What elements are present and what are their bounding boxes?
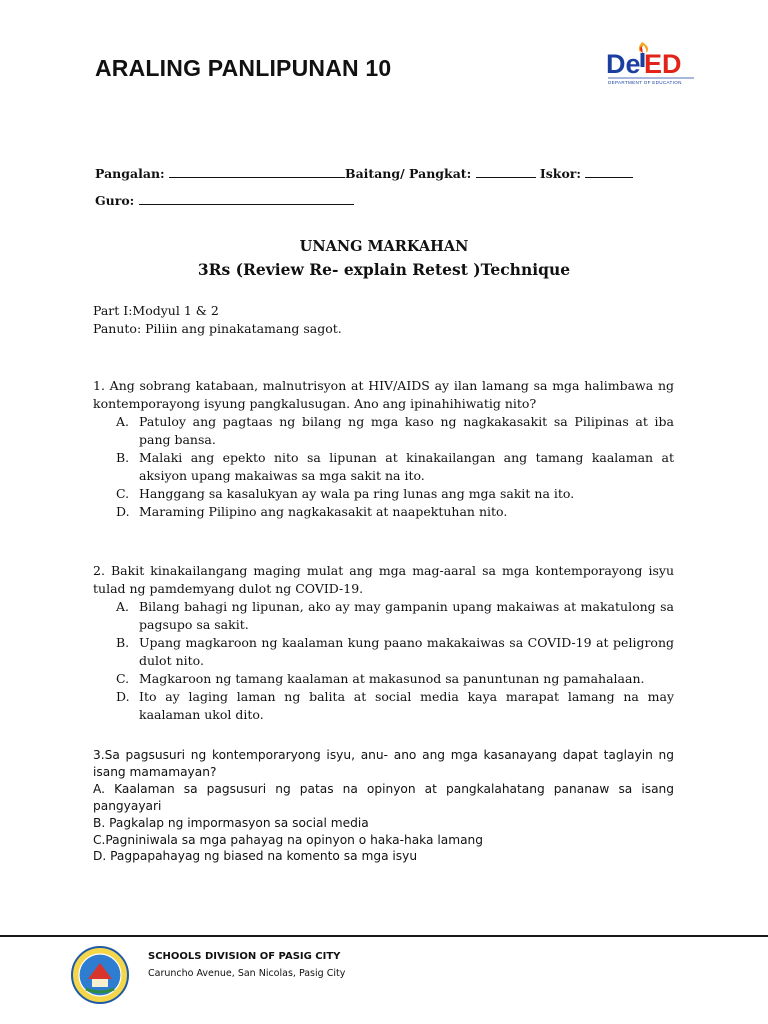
footer-address: Caruncho Avenue, San Nicolas, Pasig City xyxy=(148,968,346,979)
question-1-option-b[interactable] xyxy=(116,449,674,485)
question-2-option-d[interactable] xyxy=(116,688,674,724)
grade-label: Baitang/ Pangkat: xyxy=(345,166,472,181)
question-1-option-d[interactable] xyxy=(116,503,674,521)
footer-divider xyxy=(0,935,768,937)
name-label: Pangalan: xyxy=(95,166,165,181)
option-text: Upang magkaroon ng kaalaman kung paano makakaiwas sa COVID-19 at peligrong dulot nito. xyxy=(139,635,674,668)
svg-text:De: De xyxy=(606,49,641,79)
question-3-option-c[interactable]: C.Pagniniwala sa mga pahayag na opinyon o haka-haka lamang xyxy=(93,832,484,847)
score-label: Iskor: xyxy=(539,166,581,181)
teacher-label: Guro: xyxy=(95,193,135,208)
quarter-heading: UNANG MARKAHAN xyxy=(299,238,469,255)
part-label: Part I:Modyul 1 & 2 xyxy=(93,303,219,318)
svg-text:ED: ED xyxy=(644,49,682,79)
option-letter: D. xyxy=(116,504,130,519)
option-text: Magkaroon ng tamang kaalaman at makasunod sa panuntunan ng pamahalaan. xyxy=(139,671,645,686)
question-2-option-a[interactable] xyxy=(116,598,674,634)
question-3-option-a[interactable]: A. Kaalaman sa pagsusuri ng patas na opinyon at pangkalahatang pananaw sa isang pangyayari xyxy=(93,781,674,813)
name-blank[interactable] xyxy=(169,165,345,178)
option-text: Patuloy ang pagtaas ng bilang ng mga kaso ng nagkakasakit sa Pilipinas at iba pang bansa. xyxy=(139,414,674,447)
option-letter: C. xyxy=(116,671,130,686)
question-2 xyxy=(93,562,674,724)
question-3-text: 3.Sa pagsusuri ng kontemporaryong isyu, anu- ano ang mga kasanayang dapat taglayin ng isang mamamayan? xyxy=(93,748,674,779)
option-letter: A. xyxy=(116,599,130,614)
question-2-option-b[interactable] xyxy=(116,634,674,670)
subject-title: ARALING PANLIPUNAN 10 xyxy=(95,55,392,81)
question-1-option-c[interactable] xyxy=(116,485,674,503)
option-text: Malaki ang epekto nito sa lipunan at kinakailangan ang tamang kaalaman at aksiyon upang makaiwas sa mga sakit na ito. xyxy=(139,450,674,483)
question-1-text: 1. Ang sobrang katabaan, malnutrisyon at HIV/AIDS ay ilan lamang sa mga halimbawa ng kontemporayong isyung pangkalusugan. Ano ang ipinahihiwatig nito? xyxy=(93,378,674,411)
question-3-option-d[interactable]: D. Pagpapahayag ng biased na komento sa mga isyu xyxy=(93,849,418,864)
option-letter: B. xyxy=(116,450,130,465)
option-letter: C. xyxy=(116,486,130,501)
option-text: Ito ay laging laman ng balita at social media kaya marapat lamang na may kaalaman ukol dito. xyxy=(139,689,674,722)
question-3 xyxy=(93,747,674,865)
technique-heading: 3Rs (Review Re- explain Retest )Technique xyxy=(197,260,571,279)
score-blank[interactable] xyxy=(585,165,633,178)
question-2-options xyxy=(116,598,674,724)
option-text: Bilang bahagi ng lipunan, ako ay may gampanin upang makaiwas at makatulong sa pagsupo sa sakit. xyxy=(139,599,674,632)
option-letter: D. xyxy=(116,689,130,704)
option-letter: B. xyxy=(116,635,130,650)
instruction-text: Panuto: Piliin ang pinakatamang sagot. xyxy=(93,321,342,336)
question-1-option-a[interactable] xyxy=(116,413,674,449)
teacher-blank[interactable] xyxy=(139,192,354,205)
option-letter: A. xyxy=(116,414,130,429)
question-3-option-b[interactable]: B. Pagkalap ng impormasyon sa social media xyxy=(93,815,369,830)
question-1 xyxy=(93,377,674,521)
division-seal-icon xyxy=(70,945,130,1005)
question-2-text: 2. Bakit kinakailangang maging mulat ang mga mag-aaral sa mga kontemporayong isyu tulad ng pamdemyang dulot ng COVID-19. xyxy=(93,563,674,596)
option-text: Hanggang sa kasalukyan ay wala pa ring lunas ang mga sakit na ito. xyxy=(139,486,575,501)
deped-logo xyxy=(606,40,698,88)
student-info-row xyxy=(95,165,633,181)
svg-text:DEPARTMENT OF EDUCATION: DEPARTMENT OF EDUCATION xyxy=(608,80,682,85)
question-2-option-c[interactable] xyxy=(116,670,674,688)
teacher-row xyxy=(95,192,354,208)
footer-org-name: SCHOOLS DIVISION OF PASIG CITY xyxy=(148,951,341,962)
question-1-options xyxy=(116,413,674,521)
option-text: Maraming Pilipino ang nagkakasakit at naapektuhan nito. xyxy=(139,504,508,519)
grade-blank[interactable] xyxy=(476,165,536,178)
